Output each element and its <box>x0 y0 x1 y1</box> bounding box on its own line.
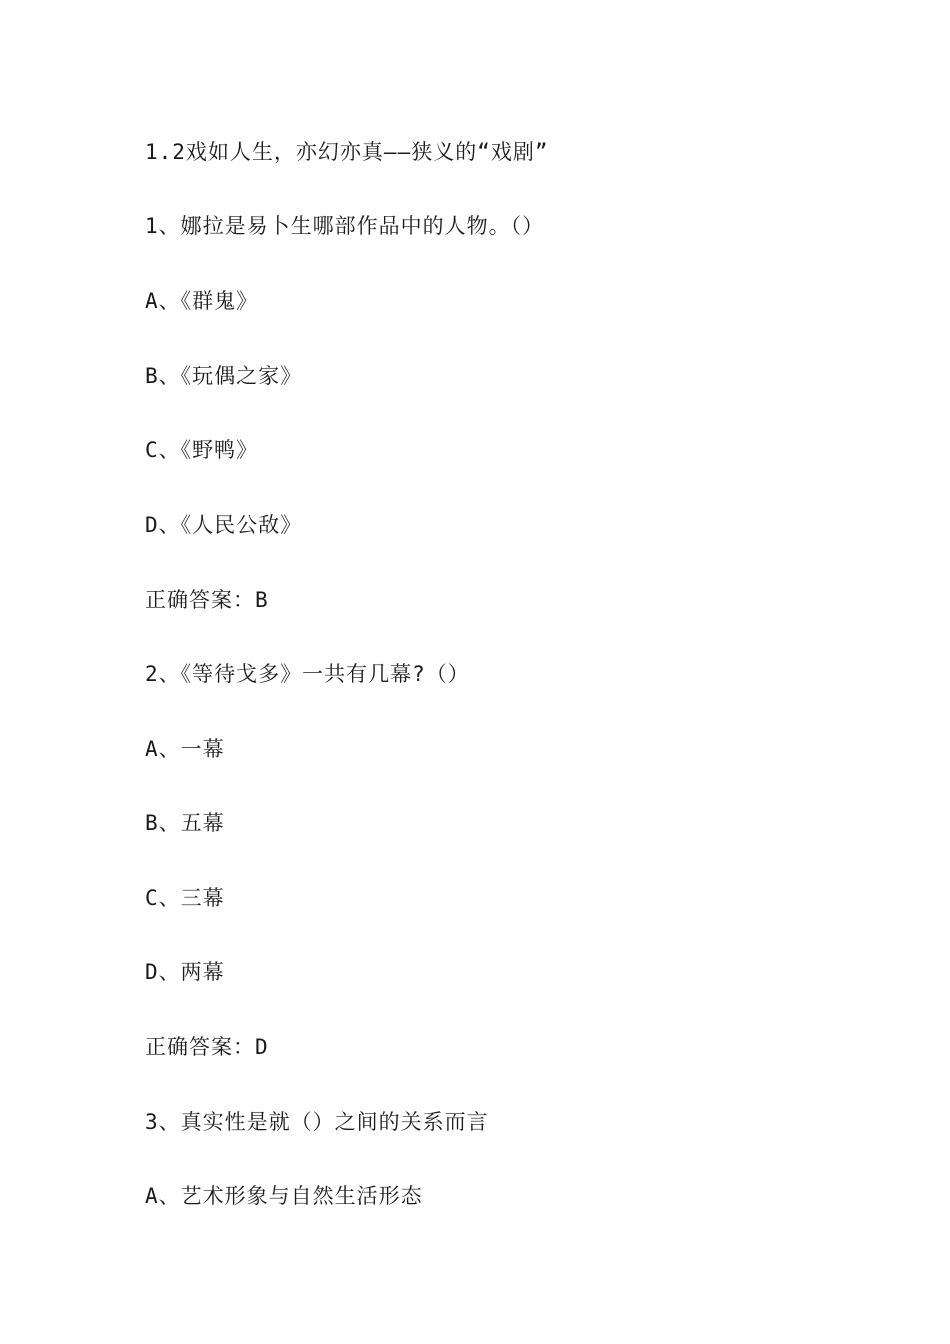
question-1-option-c: C、《野鸭》 <box>145 438 259 462</box>
question-3-option-a: A、艺术形象与自然生活形态 <box>145 1184 423 1208</box>
question-2-answer: 正确答案：D <box>145 1035 269 1059</box>
question-1-answer: 正确答案：B <box>145 588 269 612</box>
section-title: 1.2戏如人生，亦幻亦真——狭义的“戏剧” <box>145 140 549 164</box>
question-1-option-d: D、《人民公敌》 <box>145 513 303 537</box>
question-2-option-c: C、三幕 <box>145 886 225 910</box>
question-3-stem: 3、真实性是就（）之间的关系而言 <box>145 1110 489 1134</box>
question-2-option-a: A、一幕 <box>145 737 225 761</box>
question-1-stem: 1、娜拉是易卜生哪部作品中的人物。（） <box>145 214 545 238</box>
question-2-option-d: D、两幕 <box>145 960 225 984</box>
question-1-option-a: A、《群鬼》 <box>145 289 259 313</box>
question-1-option-b: B、《玩偶之家》 <box>145 364 303 388</box>
question-2-stem: 2、《等待戈多》一共有几幕?（） <box>145 662 470 686</box>
question-2-option-b: B、五幕 <box>145 811 225 835</box>
